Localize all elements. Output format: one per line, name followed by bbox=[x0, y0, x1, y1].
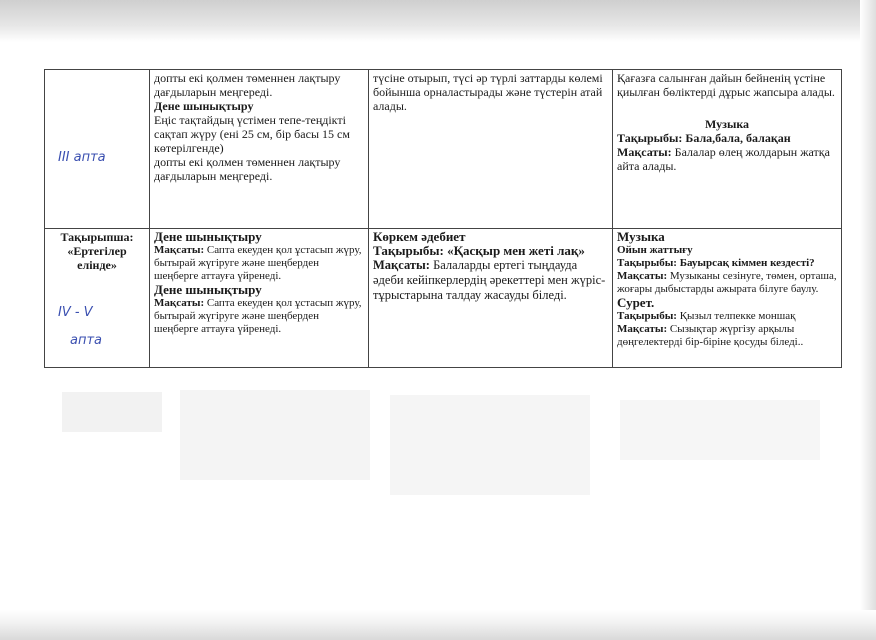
topic-text: Қызыл телпекке моншақ bbox=[679, 310, 796, 322]
cell-sorting bbox=[369, 70, 613, 229]
goal-label: Мақсаты: bbox=[617, 145, 672, 159]
cell-music-2 bbox=[613, 229, 842, 368]
subtopic-label: Тақырыпша: bbox=[60, 230, 134, 244]
goal-text: Сапта екеуден қол ұстасып жүру, бытырай жүгіруге және шеңберден шеңберге аттауға үйренеді. bbox=[154, 297, 362, 335]
bleed-through-block bbox=[180, 390, 370, 480]
handwritten-week-3: ІІІ апта bbox=[58, 150, 106, 165]
goal-text: Музыканы сезінуге, төмен, орташа, жоғары дыбыстарды ажырата білуге баулу. bbox=[617, 270, 837, 295]
topic-text: «Қасқыр мен жеті лақ» bbox=[447, 243, 585, 258]
cell-text: допты екі қолмен төменнен лақтыру дағдыларын меңгереді. bbox=[154, 71, 341, 99]
section-heading: Дене шынықтыру bbox=[154, 229, 262, 244]
page-shadow-top bbox=[0, 0, 876, 42]
table-row bbox=[45, 229, 842, 368]
subheading: Ойын жаттығу bbox=[617, 244, 693, 256]
goal-label: Мақсаты: bbox=[617, 270, 668, 282]
bleed-through-block bbox=[62, 392, 162, 432]
topic-label: Тақырыбы: bbox=[617, 310, 677, 322]
page-shadow-bottom bbox=[0, 610, 876, 640]
handwritten-week-4-5: ІV - V bbox=[58, 305, 93, 320]
topic-text: Бауырсақ кіммен кездесті? bbox=[679, 257, 815, 269]
section-heading: Музыка bbox=[704, 117, 750, 131]
topic-label: Тақырыбы: bbox=[373, 243, 444, 258]
section-heading: Сурет. bbox=[617, 295, 655, 310]
section-heading: Дене шынықтыру bbox=[154, 99, 254, 113]
goal-label: Мақсаты: bbox=[617, 323, 668, 335]
cell-text: Қағазға салынған дайын бейненің үстіне қиылған бөліктерді дұрыс жапсыра алады. bbox=[617, 71, 835, 99]
goal-text: Сызықтар жүргізу арқылы дөңгелектерді бір-біріне қосуды біледі.. bbox=[617, 323, 804, 348]
cell-physical-ed-1 bbox=[150, 70, 369, 229]
plan-table bbox=[44, 69, 842, 368]
cell-text: түсіне отырып, түсі әр түрлі заттарды көлемі бойынша орналастырады және түстерін атай алады. bbox=[373, 71, 603, 113]
goal-text: Балаларды ертегі тыңдауда әдеби кейіпкерлердің әрекеттері мен жүріс-тұрыстарына талдау жасауды біледі. bbox=[373, 258, 606, 302]
topic-label: Тақырыбы: bbox=[617, 257, 677, 269]
subtopic-title: «Ертегілер елінде» bbox=[67, 244, 127, 272]
goal-text: Сапта екеуден қол ұстасып жүру, бытырай жүгіруге және шеңберден шеңберге аттауға үйренеді. bbox=[154, 244, 362, 282]
cell-text: Еңіс тақтайдың үстімен тепе-теңдікті сақтап жүру (ені 25 см, бір басы 15 см көтерілгенде) bbox=[154, 113, 350, 155]
goal-label: Мақсаты: bbox=[373, 258, 430, 272]
section-heading: Көркем әдебиет bbox=[373, 229, 466, 244]
section-heading: Музыка bbox=[617, 229, 665, 244]
cell-physical-ed-2 bbox=[150, 229, 369, 368]
topic-text: Бала,бала, балақан bbox=[685, 131, 791, 145]
handwritten-week-label: апта bbox=[70, 333, 103, 348]
week-cell bbox=[45, 70, 150, 229]
cell-text: допты екі қолмен төменнен лақтыру дағдыларын меңгереді. bbox=[154, 155, 341, 183]
goal-text: Балалар өлең жолдарын жатқа айта алады. bbox=[617, 145, 830, 173]
cell-music-1 bbox=[613, 70, 842, 229]
bleed-through-block bbox=[620, 400, 820, 460]
bleed-through-block bbox=[390, 395, 590, 495]
goal-label: Мақсаты: bbox=[154, 297, 205, 309]
cell-literature bbox=[369, 229, 613, 368]
goal-label: Мақсаты: bbox=[154, 244, 205, 256]
section-heading: Дене шынықтыру bbox=[154, 282, 262, 297]
table-row bbox=[45, 70, 842, 229]
topic-label: Тақырыбы: bbox=[617, 131, 683, 145]
page-shadow-right bbox=[860, 0, 876, 640]
